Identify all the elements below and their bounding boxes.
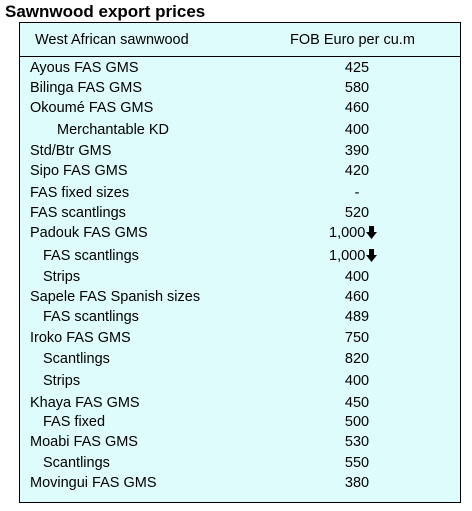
price-value: 500 bbox=[344, 414, 370, 430]
table-row bbox=[20, 453, 460, 473]
price-cell bbox=[310, 120, 404, 140]
price-cell bbox=[310, 267, 404, 287]
price-cell bbox=[310, 78, 404, 98]
down-arrow-icon bbox=[366, 248, 377, 268]
price-value: 820 bbox=[344, 351, 370, 367]
price-value: 400 bbox=[344, 373, 370, 389]
price-value: 425 bbox=[344, 60, 370, 76]
price-cell bbox=[310, 203, 404, 223]
table-row bbox=[20, 203, 460, 223]
price-value: 400 bbox=[344, 269, 370, 285]
price-value: 550 bbox=[344, 455, 370, 471]
species-name: Std/Btr GMS bbox=[30, 143, 112, 159]
price-cell bbox=[310, 287, 404, 307]
price-value: 1,000 bbox=[329, 248, 366, 264]
table-row bbox=[20, 473, 460, 493]
column-header-price: FOB Euro per cu.m bbox=[290, 32, 415, 48]
down-arrow-icon bbox=[366, 225, 377, 245]
species-name: Scantlings bbox=[43, 351, 110, 367]
price-value: 750 bbox=[344, 330, 370, 346]
species-name: FAS fixed bbox=[43, 414, 106, 430]
price-cell bbox=[310, 98, 404, 118]
table-row bbox=[20, 98, 460, 118]
species-name: Strips bbox=[43, 269, 81, 285]
table-row bbox=[20, 78, 460, 98]
table-row bbox=[20, 141, 460, 161]
price-value: 520 bbox=[344, 205, 370, 221]
price-value: 460 bbox=[344, 100, 370, 116]
species-name: Scantlings bbox=[43, 455, 110, 471]
table-row bbox=[20, 223, 460, 243]
table-row bbox=[20, 58, 460, 78]
price-value: 1,000 bbox=[329, 225, 366, 241]
price-table bbox=[19, 22, 461, 503]
table-row bbox=[20, 371, 460, 391]
price-cell bbox=[310, 328, 404, 348]
table-row bbox=[20, 161, 460, 181]
price-value: 420 bbox=[344, 163, 370, 179]
species-name: FAS scantlings bbox=[43, 248, 139, 264]
species-name: Iroko FAS GMS bbox=[30, 330, 131, 346]
price-cell bbox=[310, 432, 404, 452]
species-name: FAS fixed sizes bbox=[30, 185, 130, 201]
species-name: Movingui FAS GMS bbox=[30, 475, 157, 491]
table-row bbox=[20, 432, 460, 452]
species-name: FAS scantlings bbox=[30, 205, 126, 221]
price-cell bbox=[310, 371, 404, 391]
price-cell bbox=[310, 141, 404, 161]
species-name: FAS scantlings bbox=[43, 309, 139, 325]
price-value: 580 bbox=[344, 80, 370, 96]
price-value: 390 bbox=[344, 143, 370, 159]
column-header-species: West African sawnwood bbox=[35, 32, 189, 48]
species-name: Moabi FAS GMS bbox=[30, 434, 138, 450]
table-row bbox=[20, 412, 460, 432]
price-cell bbox=[329, 246, 377, 268]
table-row bbox=[20, 183, 460, 203]
table-row bbox=[20, 267, 460, 287]
price-cell bbox=[310, 393, 404, 413]
price-cell bbox=[310, 349, 404, 369]
price-value: 380 bbox=[344, 475, 370, 491]
table-row bbox=[20, 307, 460, 327]
table-header bbox=[20, 23, 460, 57]
species-name: Bilinga FAS GMS bbox=[30, 80, 143, 96]
table-row bbox=[20, 287, 460, 307]
price-value: 489 bbox=[344, 309, 370, 325]
species-name: Khaya FAS GMS bbox=[30, 395, 140, 411]
price-value: 450 bbox=[344, 395, 370, 411]
price-cell bbox=[310, 307, 404, 327]
table-row bbox=[20, 393, 460, 413]
species-name: Okoumé FAS GMS bbox=[30, 100, 154, 116]
price-cell bbox=[310, 58, 404, 78]
species-name: Padouk FAS GMS bbox=[30, 225, 148, 241]
price-value: 400 bbox=[344, 122, 370, 138]
table-row bbox=[20, 246, 460, 266]
price-value: 460 bbox=[344, 289, 370, 305]
price-cell bbox=[310, 161, 404, 181]
table-row bbox=[20, 349, 460, 369]
table-row bbox=[20, 328, 460, 348]
price-cell bbox=[310, 412, 404, 432]
price-cell bbox=[310, 183, 404, 203]
table-row bbox=[20, 120, 460, 140]
species-name: Ayous FAS GMS bbox=[30, 60, 139, 76]
price-cell bbox=[329, 223, 377, 245]
price-value: - bbox=[354, 185, 360, 201]
species-name: Sapele FAS Spanish sizes bbox=[30, 289, 201, 305]
price-value: 530 bbox=[344, 434, 370, 450]
species-name: Merchantable KD bbox=[57, 122, 170, 138]
species-name: Sipo FAS GMS bbox=[30, 163, 128, 179]
page-title: Sawnwood export prices bbox=[5, 2, 206, 21]
price-cell bbox=[310, 473, 404, 493]
price-cell bbox=[310, 453, 404, 473]
species-name: Strips bbox=[43, 373, 81, 389]
